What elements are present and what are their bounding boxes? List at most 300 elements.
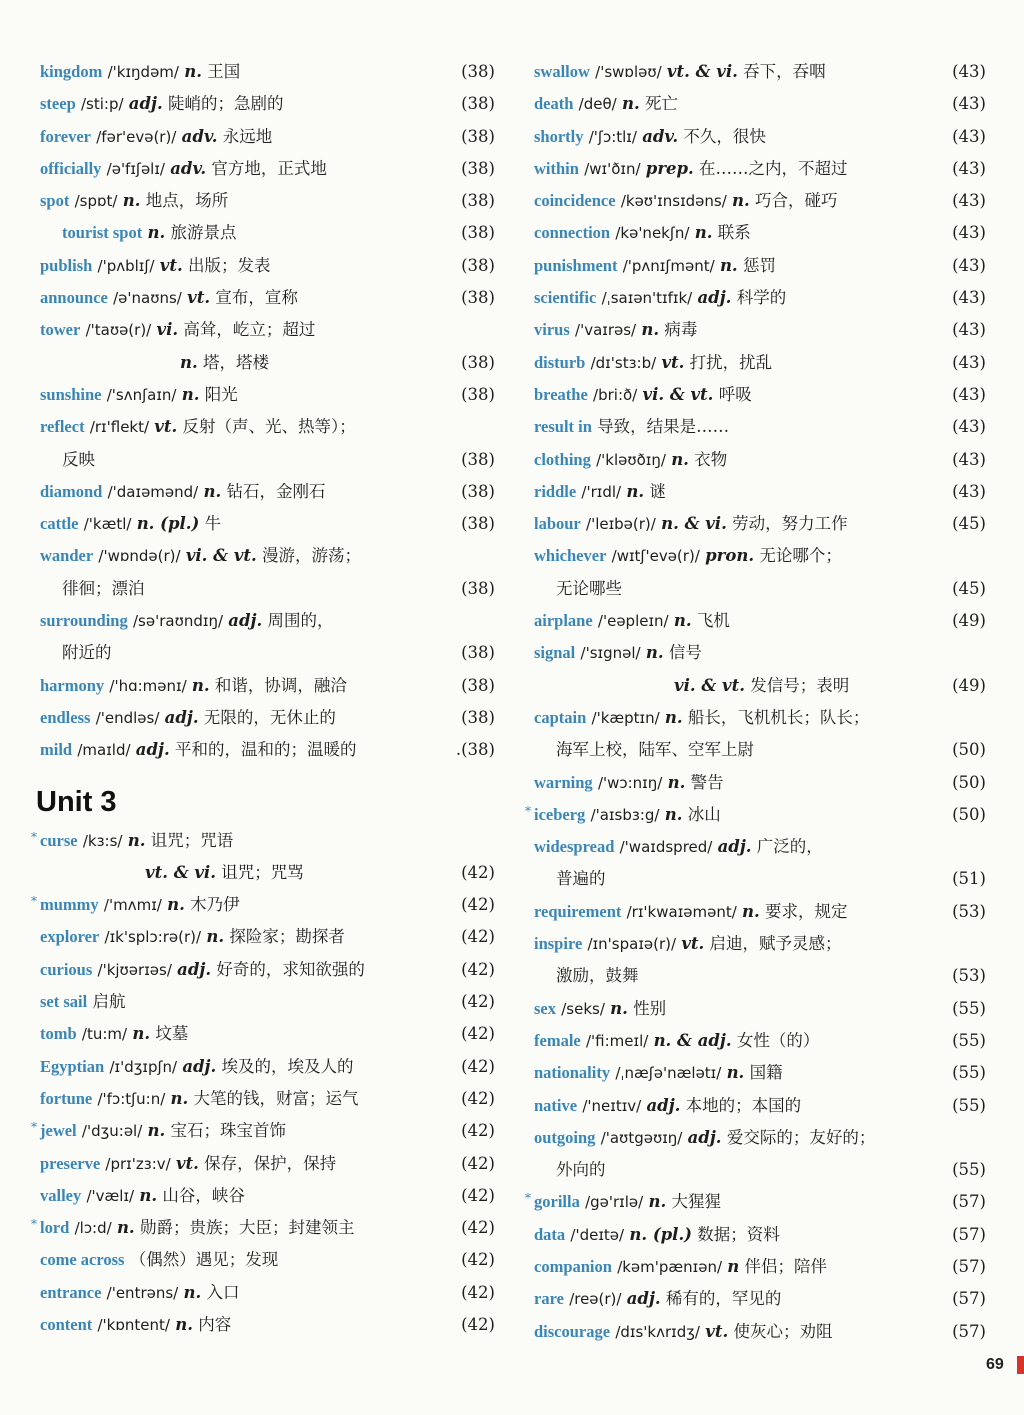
page-reference: (42): [461, 1088, 495, 1108]
headword: officially: [40, 158, 102, 178]
definition: 永远地: [222, 126, 273, 146]
vocab-entry: [534, 153, 986, 185]
headword: sunshine: [40, 384, 102, 404]
vocab-entry-continuation: [534, 1154, 986, 1186]
page-reference: (38): [461, 643, 495, 663]
part-of-speech: n.: [648, 1192, 667, 1212]
definition: 警告: [690, 772, 724, 792]
headword: captain: [534, 707, 587, 727]
part-of-speech: vt.: [187, 288, 211, 308]
vocab-entry: [40, 986, 495, 1018]
part-of-speech: vi.: [156, 320, 179, 340]
part-of-speech: n.: [167, 895, 185, 915]
vocab-entry: [525, 799, 986, 831]
part-of-speech: n.: [139, 1185, 158, 1205]
headword: clothing: [534, 449, 591, 469]
page-reference: (38): [461, 514, 495, 534]
vocab-entry-continuation: [40, 857, 495, 889]
page-reference: (42): [461, 1153, 495, 1173]
headword: death: [534, 94, 574, 114]
headword: scientific: [534, 288, 597, 308]
vocab-entry: [40, 250, 495, 282]
page-reference: (43): [952, 62, 986, 81]
vocab-entry: [40, 185, 495, 217]
phonetic: /ˌsaɪən'tɪfɪk/: [601, 289, 693, 308]
vocab-entry: [40, 734, 495, 766]
page-reference: (38): [461, 352, 495, 372]
definition: 衣物: [694, 449, 728, 469]
headword: steep: [40, 94, 76, 114]
vocab-entry: [534, 476, 986, 508]
part-of-speech: prep.: [645, 158, 694, 178]
vocab-entry: [31, 825, 495, 857]
headword: wander: [40, 546, 94, 566]
definition: 信号: [668, 643, 702, 663]
definition: 徘徊；漂泊: [62, 578, 145, 598]
headword: shortly: [534, 126, 584, 146]
headword: requirement: [534, 901, 622, 921]
phonetic: /gə'rɪlə/: [585, 1193, 644, 1212]
page-reference: (55): [952, 1160, 986, 1180]
definition: 打扰，扰乱: [689, 352, 773, 372]
part-of-speech: n.: [170, 1088, 189, 1108]
vocab-entry: [534, 282, 986, 314]
page-reference: (43): [952, 255, 986, 275]
vocab-entry: [534, 250, 986, 282]
phonetic: /'kjʊərɪəs/: [97, 960, 172, 979]
definition: 呼吸: [718, 384, 752, 404]
phonetic: /ə'fɪʃəlɪ/: [106, 159, 165, 178]
part-of-speech: vt.: [175, 1153, 199, 1173]
page-reference: (42): [461, 992, 495, 1012]
page-reference: (42): [461, 1314, 495, 1334]
page-reference: (53): [952, 966, 986, 986]
part-of-speech: n.: [726, 1063, 745, 1083]
phonetic: /'kɒntent/: [97, 1315, 170, 1334]
phonetic: /'pʌblɪʃ/: [97, 256, 155, 275]
phonetic: /kə'nekʃn/: [615, 224, 690, 243]
page-reference: (51): [952, 869, 986, 889]
part-of-speech: n.: [206, 927, 225, 947]
vocab-entry: [40, 121, 495, 153]
definition: 导致，结果是……: [597, 417, 730, 437]
part-of-speech: n.: [694, 223, 713, 243]
part-of-speech: n.: [621, 94, 640, 114]
part-of-speech: n.: [132, 1024, 151, 1044]
headword: riddle: [534, 481, 577, 501]
part-of-speech: adj.: [646, 1095, 681, 1115]
headword: surrounding: [40, 611, 128, 631]
vocab-entry: [40, 379, 495, 411]
vocab-entry: [40, 411, 495, 443]
phonetic: /'mʌmɪ/: [103, 896, 162, 915]
phonetic: /'fɔ:tʃu:n/: [97, 1089, 166, 1108]
vocab-entry-continuation: [534, 573, 986, 605]
page-reference: (43): [952, 320, 986, 340]
headword: endless: [40, 707, 91, 727]
phonetic: /'aʊtgəʊɪŋ/: [600, 1128, 683, 1147]
definition: 无论哪些: [556, 578, 622, 598]
definition: 死亡: [644, 94, 678, 114]
definition: 本地的；本国的: [685, 1095, 802, 1115]
vocab-entry-continuation: [534, 670, 986, 702]
headword: Egyptian: [40, 1056, 105, 1076]
vocab-entry: [40, 88, 495, 120]
vocab-entry: [40, 476, 495, 508]
vocab-entry: [534, 56, 986, 88]
phonetic: /'pʌnɪʃmənt/: [622, 256, 715, 275]
vocab-entry: [40, 56, 495, 88]
headword: disturb: [534, 352, 586, 372]
part-of-speech: adj.: [697, 288, 732, 308]
part-of-speech: n.: [673, 611, 692, 631]
page-reference: (57): [952, 1224, 986, 1244]
vocab-entry-continuation: [534, 960, 986, 992]
vocab-entry-continuation: [534, 734, 986, 766]
headword: preserve: [40, 1153, 101, 1173]
part-of-speech: adj.: [164, 707, 199, 727]
headword: breathe: [534, 384, 588, 404]
phonetic: /'rɪdl/: [581, 482, 622, 501]
headword: jewel: [40, 1121, 77, 1141]
vocab-entry: [31, 1212, 495, 1244]
definition: 普遍的: [556, 869, 606, 889]
definition: 牛: [204, 514, 222, 534]
definition: 木乃伊: [190, 895, 240, 915]
phonetic: /'kætl/: [83, 515, 132, 534]
headword: tourist spot: [62, 223, 143, 243]
phonetic: /kəm'pænɪən/: [617, 1257, 723, 1276]
part-of-speech: n. & adj.: [653, 1030, 732, 1050]
phonetic: /'dʒu:əl/: [81, 1122, 143, 1141]
left-column: [31, 56, 495, 1341]
part-of-speech: vi. & vt.: [642, 384, 714, 404]
definition: 宝石；珠宝首饰: [170, 1121, 287, 1141]
part-of-speech: n.: [147, 223, 166, 243]
definition: 钻石，金刚石: [226, 481, 326, 501]
vocab-entry: [40, 1309, 495, 1341]
page-reference: (43): [952, 94, 986, 114]
part-of-speech: n. (pl.): [629, 1224, 692, 1244]
part-of-speech: n.: [116, 1218, 135, 1238]
part-of-speech: n.: [175, 1314, 193, 1334]
definition: 劳动，努力工作: [732, 514, 848, 534]
part-of-speech: n.: [180, 352, 198, 372]
star-marker: *: [525, 1191, 531, 1206]
headword: inspire: [534, 934, 583, 954]
part-of-speech: pron.: [705, 546, 755, 566]
definition: 飞机: [696, 611, 730, 631]
part-of-speech: n.: [122, 191, 141, 211]
vocab-entry: [534, 831, 986, 863]
definition: 宣布，宣称: [215, 288, 298, 308]
page-reference: (42): [461, 1185, 495, 1205]
page-reference: (38): [461, 707, 495, 727]
vocab-entry: [534, 121, 986, 153]
vocab-entry: [534, 605, 986, 637]
definition: 探险家；勘探者: [229, 927, 345, 947]
definition: 和谐，协调，融洽: [214, 675, 347, 695]
phonetic: /'wɒndə(r)/: [98, 547, 181, 566]
definition: 吞下，吞咽: [743, 62, 826, 81]
headword: companion: [534, 1256, 612, 1276]
vocab-entry: [534, 540, 986, 572]
page-reference: (38): [461, 94, 495, 114]
star-marker: *: [31, 829, 37, 844]
vocab-entry: [40, 1180, 495, 1212]
definition: 地点，场所: [145, 191, 229, 211]
vocab-entry: [534, 1025, 986, 1057]
page-reference: (38): [461, 255, 495, 275]
vocab-entry-continuation: [40, 347, 495, 379]
phonetic: /'kləʊðɪŋ/: [596, 450, 666, 469]
headword: warning: [534, 772, 593, 792]
vocab-entry: [534, 88, 986, 120]
page-reference: (55): [952, 1063, 986, 1083]
phonetic: /sə'raʊndɪŋ/: [133, 612, 224, 631]
page-reference: (55): [952, 998, 986, 1018]
page-reference: (42): [461, 927, 495, 947]
phonetic: /'swɒləʊ/: [595, 63, 662, 81]
part-of-speech: adv.: [181, 126, 218, 146]
right-column: [525, 56, 986, 1348]
vocab-entry: [40, 702, 495, 734]
page-reference: (42): [461, 1250, 495, 1270]
definition: 坟墓: [155, 1024, 189, 1044]
vocab-entry: [40, 1083, 495, 1115]
vocab-entry: [40, 314, 495, 346]
definition: 伴侣；陪伴: [744, 1256, 828, 1276]
definition: 巧合，碰巧: [755, 191, 838, 211]
phonetic: /'daɪəmənd/: [107, 482, 199, 501]
headword: come across: [40, 1250, 125, 1270]
definition: 激励，鼓舞: [556, 966, 639, 986]
part-of-speech: adj.: [626, 1289, 661, 1309]
headword: tomb: [40, 1024, 77, 1044]
definition: 塔，塔楼: [203, 352, 269, 372]
part-of-speech: adj.: [135, 740, 170, 760]
vocab-entry: [40, 508, 495, 540]
definition: 女性（的）: [736, 1030, 820, 1050]
vocab-entry: [40, 282, 495, 314]
definition: 诅咒；咒语: [150, 830, 234, 850]
vocab-entry-continuation: [40, 573, 495, 605]
phonetic: /bri:ð/: [593, 385, 638, 404]
star-marker: *: [31, 1217, 37, 1232]
page-reference: (53): [952, 901, 986, 921]
part-of-speech: vt.: [159, 255, 183, 275]
star-marker: *: [525, 803, 531, 818]
headword: publish: [40, 255, 93, 275]
vocab-entry: [40, 1051, 495, 1083]
phonetic: /sti:p/: [81, 95, 124, 114]
phonetic: /'deɪtə/: [570, 1225, 625, 1244]
page-reference: (42): [461, 862, 495, 882]
headword: female: [534, 1030, 581, 1050]
page-reference: (38): [461, 675, 495, 695]
vocab-entry: [534, 379, 986, 411]
phonetic: /maɪld/: [77, 741, 131, 760]
definition: 海军上校，陆军、空军上尉: [556, 740, 754, 760]
page-reference: (38): [461, 62, 495, 81]
page-reference: (57): [952, 1256, 986, 1276]
headword: spot: [40, 191, 70, 211]
phonetic: /ə'naʊns/: [113, 289, 182, 308]
page-reference: (50): [952, 804, 986, 824]
definition: 在……之内，不超过: [699, 158, 848, 178]
phonetic: /ˌnæʃə'nælətɪ/: [615, 1064, 722, 1083]
phonetic: /'waɪdspred/: [619, 838, 713, 857]
page-reference: .(38): [455, 740, 495, 760]
phonetic: /'kæptɪn/: [591, 708, 660, 727]
headword: virus: [534, 320, 570, 340]
vocab-entry: [534, 993, 986, 1025]
part-of-speech: n.: [641, 320, 660, 340]
definition: 惩罚: [742, 255, 776, 275]
vocab-entry: [31, 1115, 495, 1147]
definition: 山谷，峡谷: [162, 1185, 245, 1205]
vocab-entry: [40, 1277, 495, 1309]
headword: entrance: [40, 1282, 102, 1302]
phonetic: /reə(r)/: [569, 1290, 622, 1309]
page-reference: (50): [952, 772, 986, 792]
page-reference: (43): [952, 449, 986, 469]
headword: content: [40, 1314, 93, 1334]
page-reference: (43): [952, 191, 986, 211]
part-of-speech: n.: [203, 481, 222, 501]
vocab-entry: [40, 540, 495, 572]
part-of-speech: adj.: [177, 959, 212, 979]
page-reference: (38): [461, 578, 495, 598]
headword: widespread: [534, 837, 615, 857]
definition: 外向的: [556, 1160, 606, 1180]
part-of-speech: n.: [645, 643, 664, 663]
definition: 启迪，赋予灵感；: [709, 934, 842, 954]
headword: explorer: [40, 927, 100, 947]
part-of-speech: n.: [191, 675, 210, 695]
definition: 出版；发表: [187, 255, 271, 275]
phonetic: /ɪk'splɔ:rə(r)/: [104, 928, 202, 947]
part-of-speech: n.: [626, 481, 645, 501]
definition: 广泛的，: [756, 837, 823, 857]
phonetic: /rɪ'kwaɪəmənt/: [626, 902, 737, 921]
page-reference: (38): [461, 481, 495, 501]
headword: labour: [534, 514, 581, 534]
phonetic: /'aɪsbɜ:g/: [590, 805, 660, 824]
definition: 内容: [198, 1314, 232, 1334]
headword: diamond: [40, 481, 103, 501]
definition: 好奇的，求知欲强的: [216, 959, 365, 979]
part-of-speech: n. (pl.): [136, 514, 200, 534]
page-reference: (49): [952, 611, 986, 631]
vocab-entry: [534, 314, 986, 346]
page-reference: (42): [461, 895, 495, 915]
page-reference: (57): [952, 1289, 986, 1309]
star-marker: *: [31, 894, 37, 909]
phonetic: /wɪtʃ'evə(r)/: [611, 547, 700, 566]
page-reference: (42): [461, 1218, 495, 1238]
definition: 数据；资料: [697, 1224, 780, 1244]
definition: 勋爵；贵族；大臣；封建领主: [139, 1218, 355, 1238]
headword: discourage: [534, 1321, 611, 1341]
vocab-entry: [40, 1018, 495, 1050]
phonetic: /fər'evə(r)/: [96, 127, 177, 146]
page-tab-marker: [1017, 1356, 1024, 1374]
vocab-entry: [40, 921, 495, 953]
vocab-entry: [534, 444, 986, 476]
definition: 大笔的钱，财富；运气: [193, 1088, 359, 1108]
phonetic: /'vaɪrəs/: [575, 321, 637, 340]
vocab-entry: [40, 1244, 495, 1276]
vocab-entry: [534, 767, 986, 799]
phonetic: /'sʌnʃaɪn/: [106, 385, 177, 404]
vocab-entry-continuation: [40, 637, 495, 669]
definition: 周围的，: [267, 611, 334, 631]
definition: 爱交际的；友好的；: [726, 1127, 876, 1147]
phonetic: /'fi:meɪl/: [585, 1031, 649, 1050]
phonetic: /'wɔ:nɪŋ/: [597, 773, 663, 792]
headword: data: [534, 1224, 566, 1244]
part-of-speech: adv.: [642, 126, 679, 146]
page-reference: (42): [461, 1121, 495, 1141]
part-of-speech: vt.: [661, 352, 685, 372]
definition: 无论哪个；: [759, 546, 842, 566]
vocab-entry: [534, 928, 986, 960]
phonetic: /'taʊə(r)/: [85, 321, 152, 340]
vocab-entry: [534, 896, 986, 928]
part-of-speech: vt.: [681, 934, 705, 954]
headword: whichever: [534, 546, 607, 566]
page-reference: (38): [461, 223, 495, 243]
definition: 入口: [206, 1282, 240, 1302]
part-of-speech: n.: [127, 830, 146, 850]
definition: 不久，很快: [683, 126, 766, 146]
page-reference: (38): [461, 288, 495, 308]
part-of-speech: vt.: [705, 1321, 729, 1341]
phonetic: /'entrəns/: [106, 1283, 179, 1302]
definition: 病毒: [664, 320, 698, 340]
phonetic: /'endləs/: [95, 708, 160, 727]
phonetic: /lɔ:d/: [74, 1219, 112, 1238]
phonetic: /tu:m/: [81, 1025, 128, 1044]
phonetic: /wɪ'ðɪn/: [584, 159, 641, 178]
definition: 谜: [649, 481, 666, 501]
headword: mummy: [40, 895, 99, 915]
definition: 旅游景点: [170, 223, 237, 243]
page-reference: (43): [952, 126, 986, 146]
headword: curious: [40, 959, 93, 979]
vocab-entry: [534, 1283, 986, 1315]
page-reference: (45): [952, 514, 986, 534]
definition: 阳光: [204, 384, 238, 404]
headword: outgoing: [534, 1127, 596, 1147]
page-reference: (43): [952, 158, 986, 178]
headword: harmony: [40, 675, 105, 695]
definition: 王国: [207, 62, 241, 81]
page-reference: (38): [461, 158, 495, 178]
phonetic: /'neɪtɪv/: [582, 1096, 642, 1115]
page-reference: (38): [461, 449, 495, 469]
headword: airplane: [534, 611, 593, 631]
headword: announce: [40, 288, 108, 308]
page-reference: (55): [952, 1030, 986, 1050]
definition: 漫游，游荡；: [262, 546, 362, 566]
phonetic: /seks/: [561, 999, 605, 1018]
headword: mild: [40, 740, 73, 760]
definition: 诅咒；咒骂: [221, 862, 304, 882]
headword: valley: [40, 1185, 82, 1205]
phonetic: /spɒt/: [74, 192, 118, 211]
